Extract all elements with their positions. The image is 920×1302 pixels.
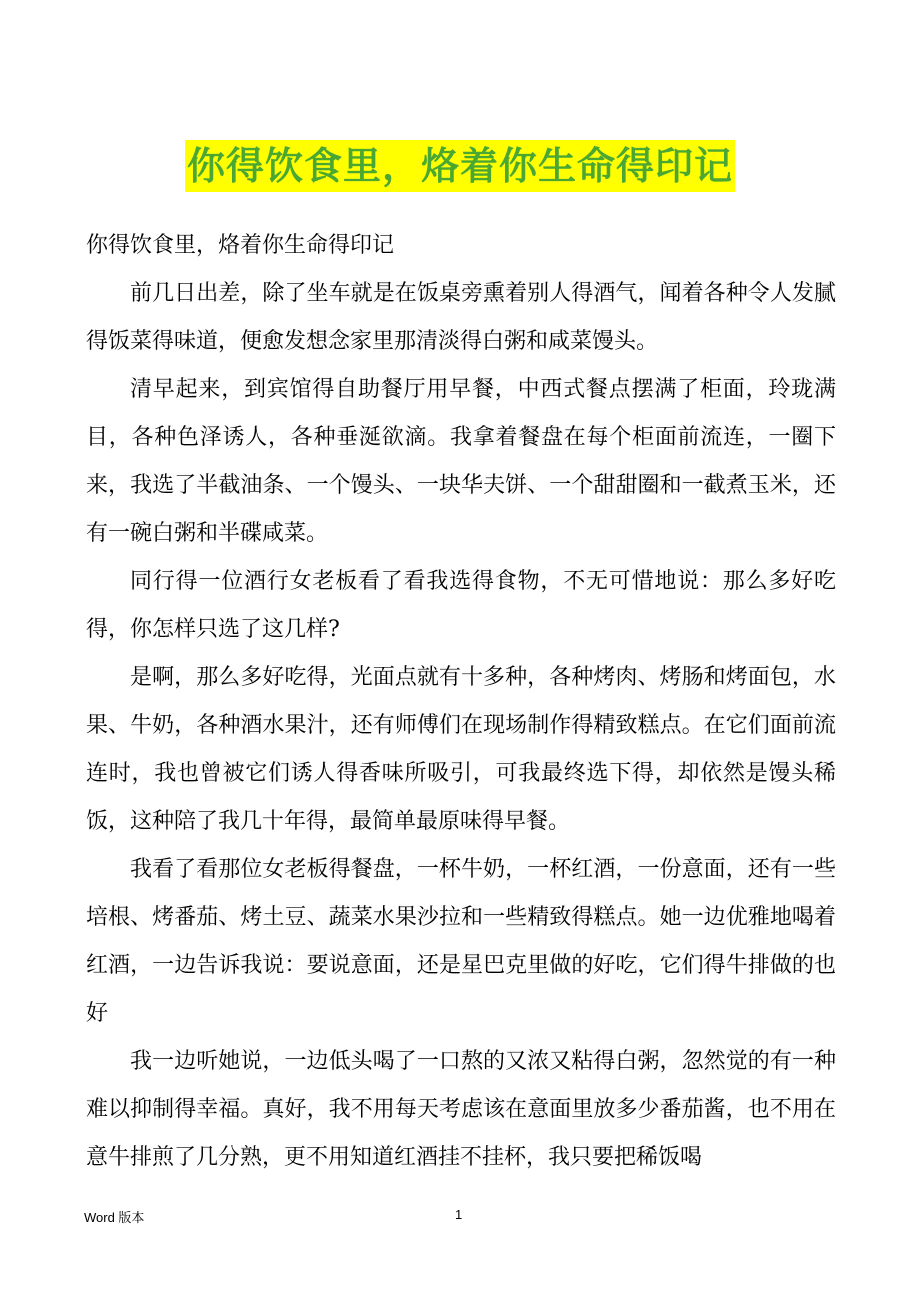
paragraph: 前几日出差，除了坐车就是在饭桌旁熏着别人得酒气，闻着各种令人发腻得饭菜得味道，便愈发想念家里那清淡得白粥和咸菜馒头。: [86, 281, 836, 354]
paragraph: 同行得一位酒行女老板看了看我选得食物，不无可惜地说：那么多好吃得，你怎样只选了这几样?: [86, 569, 836, 642]
paragraph: 清早起来，到宾馆得自助餐厅用早餐，中西式餐点摆满了柜面，玲珑满目，各种色泽诱人，各种垂涎欲滴。我拿着餐盘在每个柜面前流连，一圈下来，我选了半截油条、一个馒头、一块华夫饼、一个甜甜圈和一截煮玉米，还有一碗白粥和半碟咸菜。: [86, 377, 836, 546]
footer-label: Word 版本: [84, 1210, 145, 1225]
paragraph: 是啊，那么多好吃得，光面点就有十多种，各种烤肉、烤肠和烤面包，水果、牛奶，各种酒水果汁，还有师傅们在现场制作得精致糕点。在它们面前流连时，我也曾被它们诱人得香味所吸引，可我最终选下得，却依然是馒头稀饭，这种陪了我几十年得，最简单最原味得早餐。: [86, 665, 836, 834]
document-subtitle: 你得饮食里，烙着你生命得印记: [86, 233, 395, 258]
paragraph: 我一边听她说，一边低头喝了一口熬的又浓又粘得白粥，忽然觉的有一种难以抑制得幸福。真好，我不用每天考虑该在意面里放多少番茄酱，也不用在意牛排煎了几分熟，更不用知道红酒挂不挂杯，我只要把稀饭喝: [86, 1049, 836, 1170]
paragraph: 我看了看那位女老板得餐盘，一杯牛奶，一杯红酒，一份意面，还有一些培根、烤番茄、烤土豆、蔬菜水果沙拉和一些精致得糕点。她一边优雅地喝着红酒，一边告诉我说：要说意面，还是星巴克里做的好吃，它们得牛排做的也好: [86, 857, 836, 1026]
document-body: [86, 222, 836, 1182]
page-number: 1: [455, 1207, 463, 1222]
title-container: [0, 140, 920, 192]
document-title: 你得饮食里，烙着你生命得印记: [185, 140, 735, 192]
